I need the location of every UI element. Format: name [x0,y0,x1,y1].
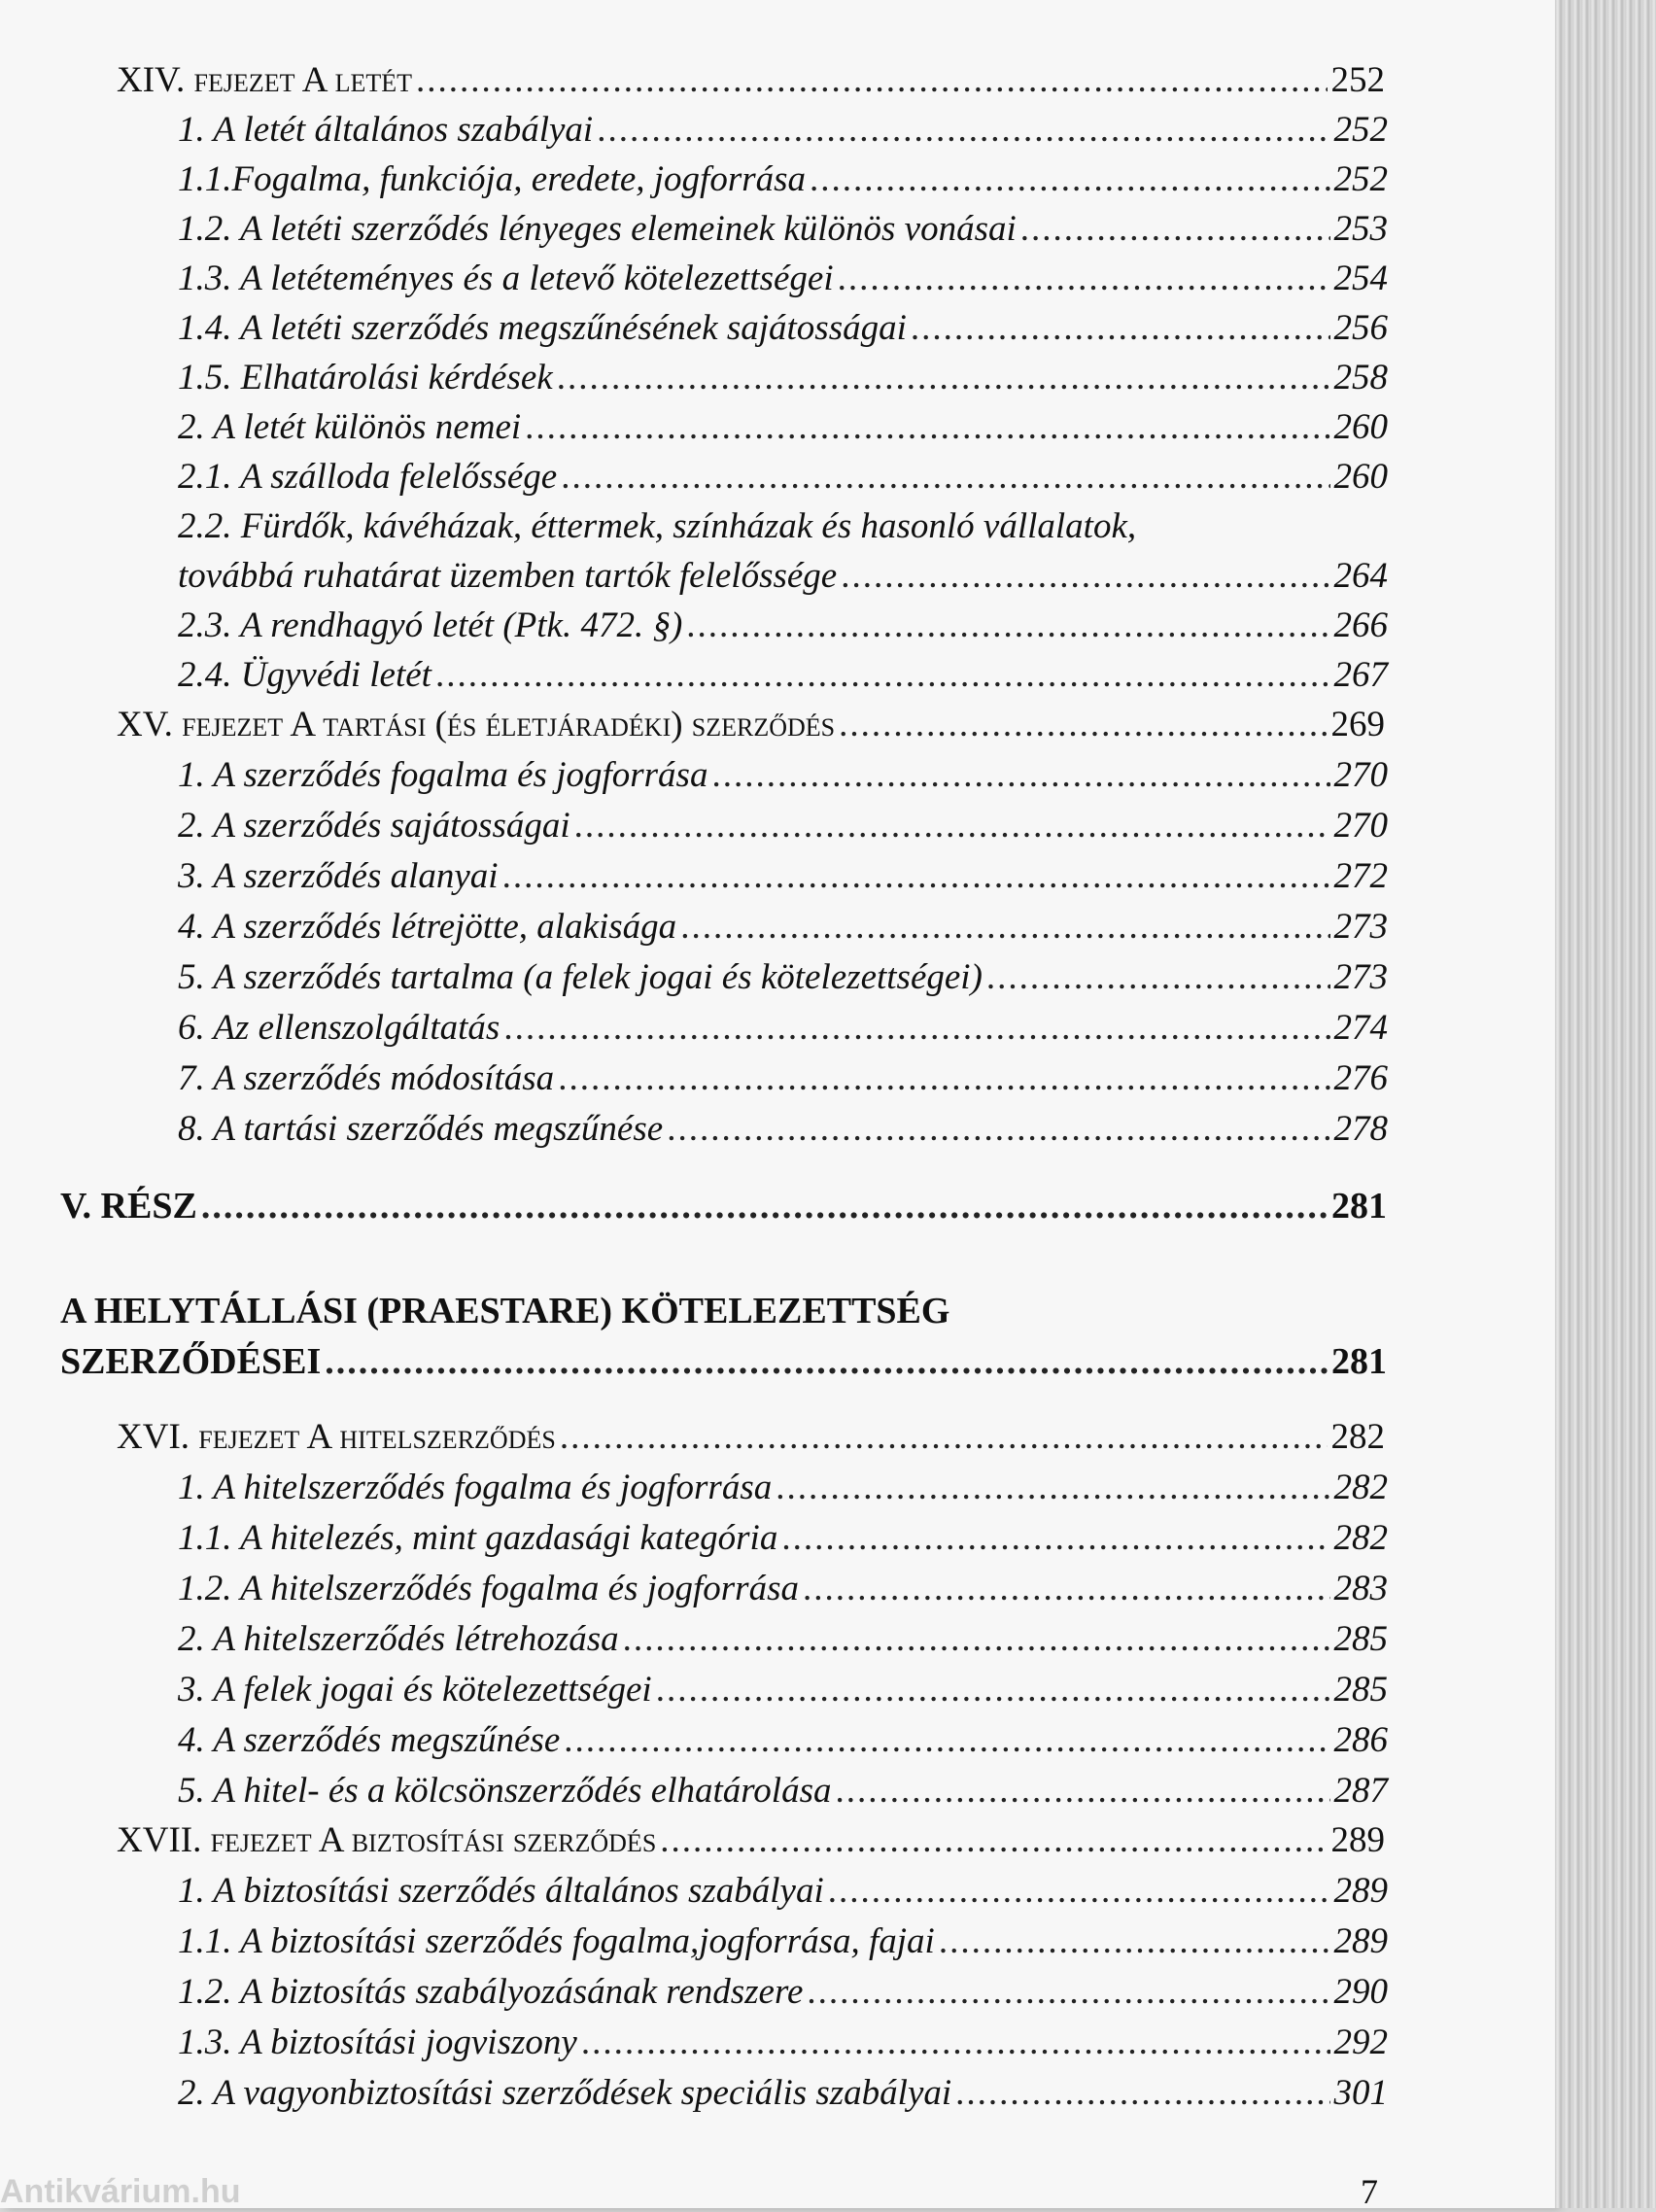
toc-entry [178,110,1388,152]
entry-label: 2.4. Ügyvédi letét [178,655,431,695]
entry-label: 1.1. A biztosítási szerződés fogalma,jogforrása, fajai [178,1921,935,1961]
page-ref: 272 [1333,856,1388,896]
toc-entry [178,1921,1388,1963]
dot-leader [667,1109,1329,1151]
page-ref: 270 [1333,806,1388,846]
dot-leader [560,1417,1328,1459]
chapter-xv-entry [117,705,1385,746]
dot-leader [435,655,1330,697]
chapter-number: XVI. [117,1417,190,1457]
entry-label: 1.4. A letéti szerződés megszűnésének sajátosságai [178,308,907,348]
toc-entry [178,1058,1388,1100]
dot-leader [564,1720,1329,1762]
toc-entry [178,1569,1388,1610]
page-ref: 301 [1333,2073,1388,2113]
page-ref: 289 [1333,1871,1388,1911]
chapter-number: XIV. [117,60,186,100]
toc-entry [178,1518,1388,1560]
dot-leader [803,1569,1330,1610]
page-ref: 283 [1333,1569,1388,1608]
toc-entry [178,308,1388,350]
chapter-xiv-entry [117,60,1385,102]
toc-entry [178,2073,1388,2115]
page-number: 7 [1361,2172,1378,2211]
toc-entry [178,159,1388,201]
toc-entry [178,1619,1388,1661]
dot-leader [807,1972,1329,2014]
toc-entry [178,358,1388,399]
toc-entry [178,259,1388,300]
entry-label: 4. A szerződés létrejötte, alakisága [178,907,677,947]
dot-leader [835,1771,1329,1813]
page-ref: 290 [1333,1972,1388,2012]
dot-leader [711,755,1329,797]
page-ref: 252 [1333,159,1388,199]
dot-leader [416,60,1327,102]
page-ref: 289 [1333,1921,1388,1961]
toc-entry [178,1468,1388,1509]
entry-label: 1.3. A letéteményes és a letevő kötelezettségei [178,259,834,298]
dot-leader [1020,209,1330,251]
dot-leader [623,1619,1330,1661]
toc-entry [178,1771,1388,1813]
toc-entry [178,2022,1388,2064]
dot-leader [838,259,1330,300]
dot-leader [656,1670,1330,1711]
toc-entry [178,1109,1388,1151]
dot-leader [828,1871,1330,1913]
entry-label: 3. A felek jogai és kötelezettségei [178,1670,652,1710]
entry-label: 1.2. A letéti szerződés lényeges elemeinek különös vonásai [178,209,1017,249]
dot-leader [597,110,1329,152]
page-ref: 285 [1333,1670,1388,1710]
page-ref: 282 [1333,1468,1388,1507]
page-ref: 281 [1331,1341,1387,1382]
entry-label: 1.1.Fogalma, funkciója, eredete, jogforrása [178,159,807,199]
entry-label: 1. A szerződés fogalma és jogforrása [178,755,708,795]
dot-leader [502,856,1330,898]
chapter-number: XVII. [117,1820,202,1860]
page-ref: 285 [1333,1619,1388,1659]
chapter-xvi-entry [117,1417,1385,1459]
chapter-xvii-entry [117,1820,1385,1862]
dot-leader [939,1921,1330,1963]
entry-label: 8. A tartási szerződés megszűnése [178,1109,664,1149]
entry-label: 1.3. A biztosítási jogviszony [178,2022,577,2062]
toc-entry [178,655,1388,697]
chapter-title: fejezet A letét [193,60,413,100]
toc-entry [178,856,1388,898]
page-ref: 287 [1333,1771,1388,1811]
page-ref: 276 [1333,1058,1388,1098]
dot-leader [810,159,1329,201]
entry-label: 2. A vagyonbiztosítási szerződések speciális szabályai [178,2073,952,2113]
toc-entry [178,957,1388,999]
page-ref: 260 [1333,457,1388,497]
toc-entry [178,407,1388,449]
dot-leader [660,1820,1327,1862]
toc-entry [178,755,1388,797]
dot-leader [574,806,1330,847]
dot-leader [325,1341,1328,1384]
chapter-title: fejezet A biztosítási szerződés [210,1820,657,1860]
dot-leader [561,457,1329,499]
dot-leader [201,1186,1328,1228]
part-title-entry [60,1341,1387,1384]
dot-leader [776,1468,1329,1509]
chapter-title: fejezet A tartási (és életjáradéki) szerződés [182,705,836,744]
dot-leader [581,2022,1330,2064]
entry-label: 1.1. A hitelezés, mint gazdasági kategória [178,1518,778,1558]
entry-label: 1.2. A biztosítás szabályozásának rendszere [178,1972,804,2012]
entry-label: 1.2. A hitelszerződés fogalma és jogforrása [178,1569,799,1608]
page-ref: 273 [1333,907,1388,947]
page-ref: 282 [1333,1518,1388,1558]
page-ref: 289 [1330,1820,1385,1860]
part-title-label: SZERZŐDÉSEI [60,1341,322,1382]
toc-entry [178,1871,1388,1913]
entry-label: 5. A hitel- és a kölcsönszerződés elhatárolása [178,1771,832,1811]
dot-leader [911,308,1330,350]
dot-leader [557,358,1330,399]
page-ref: 266 [1333,605,1388,645]
dot-leader [839,705,1327,746]
entry-label: 1. A letét általános szabályai [178,110,594,150]
toc-entry [178,1670,1388,1711]
toc-entry [178,907,1388,949]
entry-label: 2.3. A rendhagyó letét (Ptk. 472. §) [178,605,683,645]
entry-label: 1. A hitelszerződés fogalma és jogforrása [178,1468,773,1507]
page-ref: 292 [1333,2022,1388,2062]
entry-label-line1: 2.2. Fürdők, kávéházak, éttermek, színházak és hasonló vállalatok, [178,506,1137,546]
toc-entry [178,556,1388,598]
page-ref: 286 [1333,1720,1388,1760]
toc-entry [178,1008,1388,1050]
page-ref: 252 [1333,110,1388,150]
page-ref: 264 [1333,556,1388,596]
page-ref: 252 [1330,60,1385,100]
dot-leader [986,957,1330,999]
chapter-title: fejezet A hitelszerződés [198,1417,556,1457]
toc-entry [178,457,1388,499]
entry-label: 2. A letét különös nemei [178,407,522,447]
page-ref: 254 [1333,259,1388,298]
page-ref: 282 [1330,1417,1385,1457]
toc-entry [178,806,1388,847]
toc-entry [178,605,1388,647]
entry-label: 4. A szerződés megszűnése [178,1720,561,1760]
page-ref: 270 [1333,755,1388,795]
entry-label: továbbá ruhatárat üzemben tartók felelőssége [178,556,838,596]
dot-leader [680,907,1329,949]
part-label: V. RÉSZ [60,1186,197,1227]
page-ref: 281 [1331,1186,1387,1227]
dot-leader [686,605,1329,647]
entry-label: 6. Az ellenszolgáltatás [178,1008,500,1048]
page-ref: 256 [1333,308,1388,348]
page-ref: 273 [1333,957,1388,997]
dot-leader [525,407,1329,449]
dot-leader [781,1518,1329,1560]
dot-leader [503,1008,1329,1050]
watermark-text: Antikvárium.hu [0,2173,241,2210]
entry-label: 2. A szerződés sajátosságai [178,806,570,846]
toc-entry [178,209,1388,251]
page-ref: 260 [1333,407,1388,447]
toc-entry [178,1720,1388,1762]
part-v-entry [60,1186,1387,1228]
page-edge [1555,0,1656,2208]
page-ref: 269 [1330,705,1385,744]
page-ref: 258 [1333,358,1388,397]
dot-leader [955,2073,1329,2115]
part-title-line1: A HELYTÁLLÁSI (PRAESTARE) KÖTELEZETTSÉG [60,1291,950,1331]
page-ref: 253 [1333,209,1388,249]
entry-label: 3. A szerződés alanyai [178,856,499,896]
entry-label: 1.5. Elhatárolási kérdések [178,358,553,397]
chapter-number: XV. [117,705,173,744]
dot-leader [841,556,1329,598]
page-ref: 278 [1333,1109,1388,1149]
entry-label: 2. A hitelszerződés létrehozása [178,1619,619,1659]
entry-label: 7. A szerződés módosítása [178,1058,555,1098]
toc-entry [178,1972,1388,2014]
entry-label: 1. A biztosítási szerződés általános szabályai [178,1871,824,1911]
page-ref: 267 [1333,655,1388,695]
dot-leader [558,1058,1329,1100]
entry-label: 2.1. A szálloda felelőssége [178,457,558,497]
entry-label: 5. A szerződés tartalma (a felek jogai és kötelezettségei) [178,957,983,997]
page-ref: 274 [1333,1008,1388,1048]
